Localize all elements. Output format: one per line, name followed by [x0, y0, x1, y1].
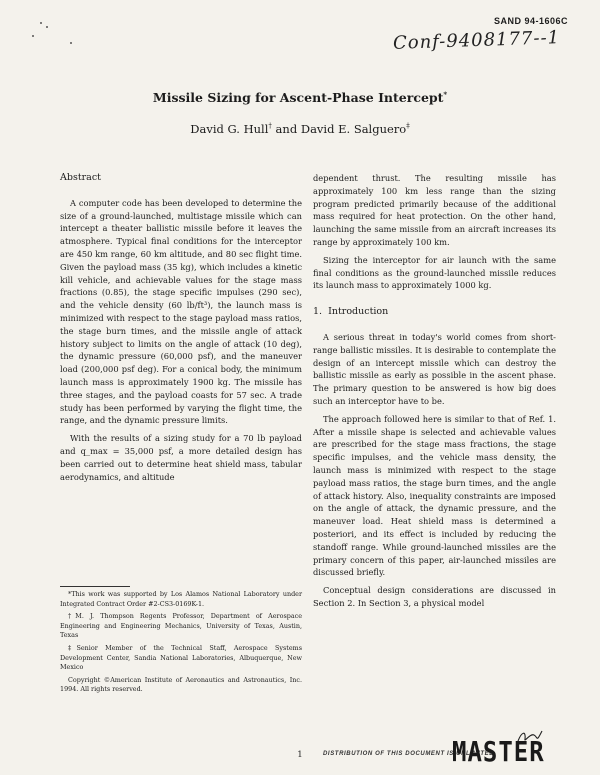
- handwritten-initials-icon: [516, 727, 546, 745]
- introduction-paragraph: Conceptual design considerations are discussed in Section 2. In Section 3, a physical model: [313, 585, 556, 608]
- report-number: SAND 94-1606C: [493, 16, 568, 26]
- author-name: David E. Salguero: [300, 122, 407, 136]
- author-joiner: and: [271, 122, 301, 136]
- introduction-paragraph: The approach followed here is similar to that of Ref. 1. After a missile shape is selected and achievable values are prescribed for the stage mass fractions, the stage specific impulses, and the vehicle mass density, the launch mass is minimized with respect to the stage payload mass ratios, the stage burn times, and the angle of attack history. Also, inequality constraints are imposed on the angle of attack, the dynamic pressure, and the maneuver load. Heat shield mass is determined a posteriori, and its effect is included by reducing the standoff range. While ground-launched missiles are the primary concern of this paper, air-launched missiles are discussed briefly.: [313, 413, 556, 578]
- abstract-heading: Abstract: [60, 172, 101, 183]
- introduction-heading: 1. Introduction: [313, 306, 389, 318]
- right-column: [313, 172, 556, 615]
- scan-speck: [40, 22, 42, 24]
- introduction-paragraph: A serious threat in today's world comes from short-range ballistic missiles. It is desirable to contemplate the design of an intercept missile which can destroy the ballistic missile as early as possible in the ascent phase. The primary question to be answered is how big does such an interceptor have to be.: [313, 331, 556, 406]
- footnotes: [60, 586, 302, 698]
- footnote: ‡Senior Member of the Technical Staff, Aerospace Systems Development Center, Sandia National Laboratories, Albuquerque, New Mexico: [60, 643, 302, 672]
- author-name: David G. Hull: [190, 122, 269, 136]
- master-stamp: MASTER: [452, 735, 545, 769]
- footnote: †M. J. Thompson Regents Professor, Department of Aerospace Engineering and Engineering Mechanics, University of Texas, Austin, Texas: [60, 612, 302, 640]
- title-text: Missile Sizing for Ascent-Phase Intercept: [152, 90, 444, 106]
- paper-title: [0, 90, 600, 105]
- scan-speck: [32, 35, 34, 37]
- author-line: [0, 122, 600, 136]
- footnote: *This work was supported by Los Alamos National Laboratory under Integrated Contract Order #2-CS3-0169K-1.: [60, 590, 302, 608]
- abstract-paragraph: With the results of a sizing study for a 70 lb payload and q_max = 35,000 psf, a more detailed design has been carried out to determine heat shield mass, tabular aerodynamics, and altitude: [60, 433, 302, 482]
- handwritten-conference-code: Conf-9408177--1: [392, 27, 561, 54]
- author-footnote-mark: †: [268, 122, 272, 131]
- title-footnote-mark: *: [443, 90, 448, 99]
- left-column: [60, 172, 302, 488]
- scan-speck: [46, 26, 48, 28]
- distribution-stamp: DISTRIBUTION OF THIS DOCUMENT IS UNLIMITED: [323, 751, 495, 757]
- abstract-continuation: dependent thrust. The resulting missile has approximately 100 km less range than the sizing program predicted primarily because of the additional mass required for heat protection. On the other hand, launching the same missile from an aircraft increases its range by approximately 100 km.: [313, 173, 556, 247]
- abstract-continuation: Sizing the interceptor for air launch with the same final conditions as the ground-launched missile reduces its launch mass to approximately 1000 kg.: [313, 254, 556, 291]
- page-number: 1: [297, 750, 303, 760]
- author-footnote-mark: ‡: [406, 122, 410, 131]
- scan-speck: [70, 42, 72, 44]
- footnote: Copyright ©American Institute of Aeronautics and Astronautics, Inc. 1994. All rights reserved.: [60, 675, 302, 694]
- footnote-rule: [60, 586, 130, 587]
- abstract-paragraph: A computer code has been developed to determine the size of a ground-launched, multistage missile which can intercept a theater ballistic missile before it leaves the atmosphere. Typical final conditions for the interceptor are 450 km range, 60 km altitude, and 80 sec flight time. Given the payload mass (35 kg), which includes a kinetic kill vehicle, and achievable values for the stage mass fractions (0.85), the stage specific impulses (290 sec), and the vehicle density (60 lb/ft³), the launch mass is minimized with respect to the stage payload mass ratios, the stage burn times, and the missile angle of attack history subject to limits on the angle of attack (10 deg), the dynamic pressure (60,000 psf), and the maneuver load (200,000 psf deg). For a conical body, the minimum launch mass is approximately 1900 kg. The missile has three stages, and the payload coasts for 57 sec. A trade study has been performed by varying the flight time, the range, and the dynamic pressure limits.: [60, 197, 302, 426]
